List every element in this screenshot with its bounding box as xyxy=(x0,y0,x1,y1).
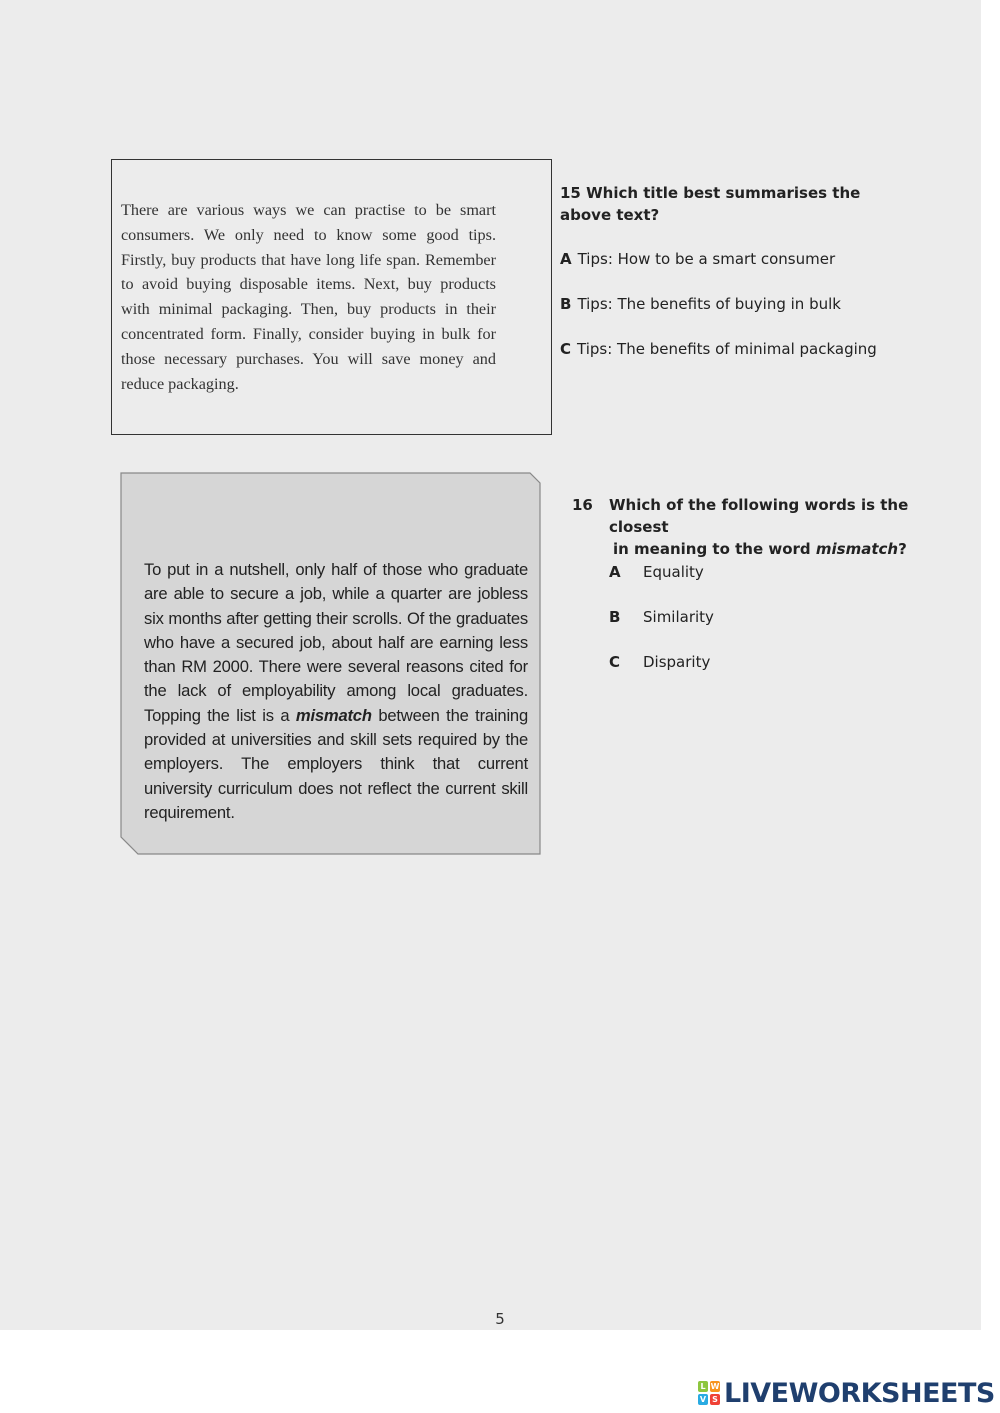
logo-text: LIVEWORKSHEETS xyxy=(724,1377,995,1409)
stem-text: in meaning to the word xyxy=(613,540,811,558)
passage-box-1 xyxy=(111,159,552,435)
question-16-option-a[interactable] xyxy=(609,563,704,581)
passage-2-text xyxy=(144,558,528,825)
question-16-option-b[interactable] xyxy=(609,608,714,626)
question-16-option-c[interactable] xyxy=(609,653,710,671)
question-15-option-c[interactable] xyxy=(560,340,877,358)
logo-mark-s: S xyxy=(710,1394,720,1405)
logo-mark-l: L xyxy=(698,1381,708,1392)
passage-2-text-end: between the training provided at universities and skill sets required by the employers. The employers think that current university curriculum does not reflect the current skill requirement. xyxy=(144,705,528,822)
option-letter: C xyxy=(609,653,621,671)
option-letter: B xyxy=(609,608,621,626)
option-text: Equality xyxy=(643,563,704,581)
question-16-stem-line-2 xyxy=(609,538,949,560)
question-16-stem xyxy=(609,494,949,560)
question-15-stem: 15 Which title best summarises the above text? xyxy=(560,184,861,224)
passage-box-2 xyxy=(120,472,541,855)
stem-keyword: mismatch xyxy=(815,540,899,558)
passage-1-text: There are various ways we can practise to be smart consumers. We only need to know some good tips. Firstly, buy products that have long life span. Remember to avoid buying disposable items. Next, buy products with minimal packaging. Then, buy products in their concentrated form. Finally, consider buying in bulk for those necessary purchases. You will save money and reduce packaging. xyxy=(121,201,496,393)
passage-2-keyword: mismatch xyxy=(295,705,372,725)
liveworksheets-logo[interactable] xyxy=(698,1378,995,1408)
logo-mark-icon xyxy=(698,1381,720,1405)
logo-mark-w: W xyxy=(710,1382,720,1391)
question-16-number: 16 xyxy=(572,496,593,514)
question-15 xyxy=(560,182,900,358)
question-15-option-b[interactable] xyxy=(560,295,841,313)
logo-mark-v: V xyxy=(699,1395,707,1404)
option-letter: A xyxy=(560,250,572,268)
option-letter: A xyxy=(609,563,621,581)
option-text: Tips: The benefits of buying in bulk xyxy=(577,295,841,313)
option-text: Tips: The benefits of minimal packaging xyxy=(577,340,877,358)
option-text: Disparity xyxy=(643,653,711,671)
stem-question-mark: ? xyxy=(898,540,907,558)
page-number: 5 xyxy=(495,1310,505,1328)
option-text: Similarity xyxy=(643,608,714,626)
option-letter: C xyxy=(560,340,572,358)
question-15-option-a[interactable] xyxy=(560,250,835,268)
passage-2-text-start: To put in a nutshell, only half of those who graduate are able to secure a job, while a quarter are jobless six months after getting their scrolls. Of the graduates who have a secured job, about half are earning less than RM 2000. There were several reasons cited for the lack of employability among local graduates. Topping the list is a xyxy=(144,560,528,725)
question-16-stem-line-1: Which of the following words is the closest xyxy=(609,496,909,536)
option-text: Tips: How to be a smart consumer xyxy=(577,250,836,268)
option-letter: B xyxy=(560,295,572,313)
